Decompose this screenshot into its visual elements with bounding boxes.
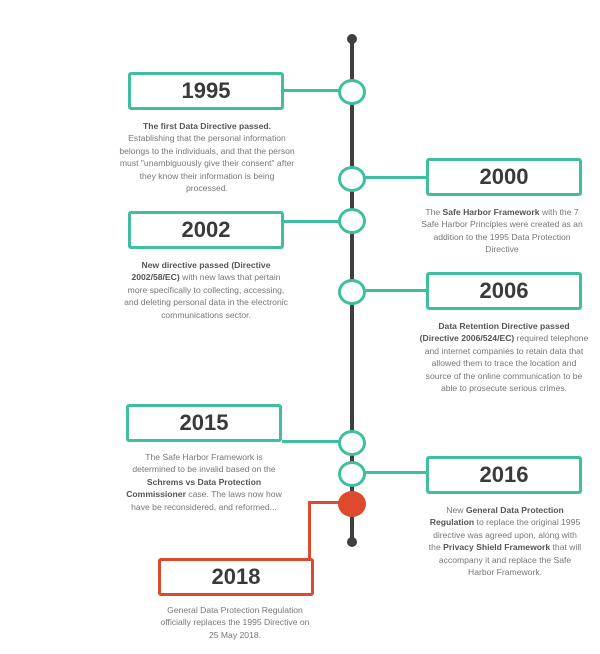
description-bold-text: General Data Protection Regulation — [429, 505, 564, 528]
connector-2000 — [362, 176, 428, 179]
node-2000 — [338, 166, 366, 192]
description-bold-text: Safe Harbor Framework — [442, 207, 540, 217]
timeline-end-dot — [347, 537, 357, 547]
description-2018 — [160, 604, 310, 641]
node-2015 — [338, 430, 366, 456]
node-2002 — [338, 208, 366, 234]
description-2006 — [419, 320, 589, 394]
description-text: case. The laws now how have be reconsidered, and reformed... — [131, 489, 282, 512]
year-box-1995: 1995 — [128, 72, 284, 110]
description-text: Establishing that the personal information belongs to the individuals, and that the person must "unambiguously give their consent" after they know their information is being processed. — [119, 133, 295, 194]
connector-1995 — [284, 89, 340, 92]
description-2015 — [125, 451, 283, 513]
year-box-2002: 2002 — [128, 211, 284, 249]
description-bold-text: Schrems vs Data Protection Commissioner — [126, 476, 262, 500]
year-box-2016: 2016 — [426, 456, 582, 494]
connector-2002 — [284, 220, 340, 223]
description-1995 — [119, 120, 295, 194]
node-2006 — [338, 279, 366, 305]
timeline-start-dot — [347, 34, 357, 44]
description-text: The — [425, 207, 443, 217]
description-text: The Safe Harbor Framework is determined to be invalid based on the — [132, 452, 276, 475]
description-text: New — [446, 505, 466, 515]
description-text: that will accompany it and replace the Safe Harbor Framework. — [438, 542, 582, 578]
year-box-2006: 2006 — [426, 272, 582, 310]
connector-2006 — [362, 289, 428, 292]
year-box-2000: 2000 — [426, 158, 582, 196]
description-text: required telephone and internet companies to retain data that allowed them to trace the location and source of the online communication to be able to prosecute serious crimes. — [424, 333, 589, 394]
node-2016 — [338, 461, 366, 487]
year-box-2018: 2018 — [158, 558, 314, 596]
node-1995 — [338, 79, 366, 105]
connector-2018 — [308, 501, 342, 504]
year-box-2015: 2015 — [126, 404, 282, 442]
connector-2018-vertical — [308, 501, 311, 560]
description-bold-text: New directive passed (Directive 2002/58/EC) — [131, 260, 271, 283]
description-text: with the 7 Safe Harbor Principles were created as an addition to the 1995 Data Protection Directive — [421, 207, 583, 255]
description-2000 — [417, 206, 587, 256]
connector-2015 — [282, 440, 340, 443]
description-text: with new laws that pertain more specifically to collecting, accessing, and deleting personal data in the electronic communications sector. — [124, 272, 288, 320]
description-bold-text: Data Retention Directive passed (Directive 2006/524/EC) — [419, 321, 570, 344]
description-2016 — [427, 504, 583, 578]
description-text: General Data Protection Regulation officially replaces the 1995 Directive on 25 May 2018. — [160, 605, 310, 640]
node-2018 — [338, 491, 366, 517]
connector-2016 — [362, 471, 428, 474]
description-bold-text: The first Data Directive passed. — [143, 121, 271, 131]
description-text: to replace the original 1995 directive was agreed upon, along with the — [428, 517, 581, 553]
description-bold-text: Privacy Shield Framework — [443, 542, 551, 553]
description-2002 — [121, 259, 291, 321]
